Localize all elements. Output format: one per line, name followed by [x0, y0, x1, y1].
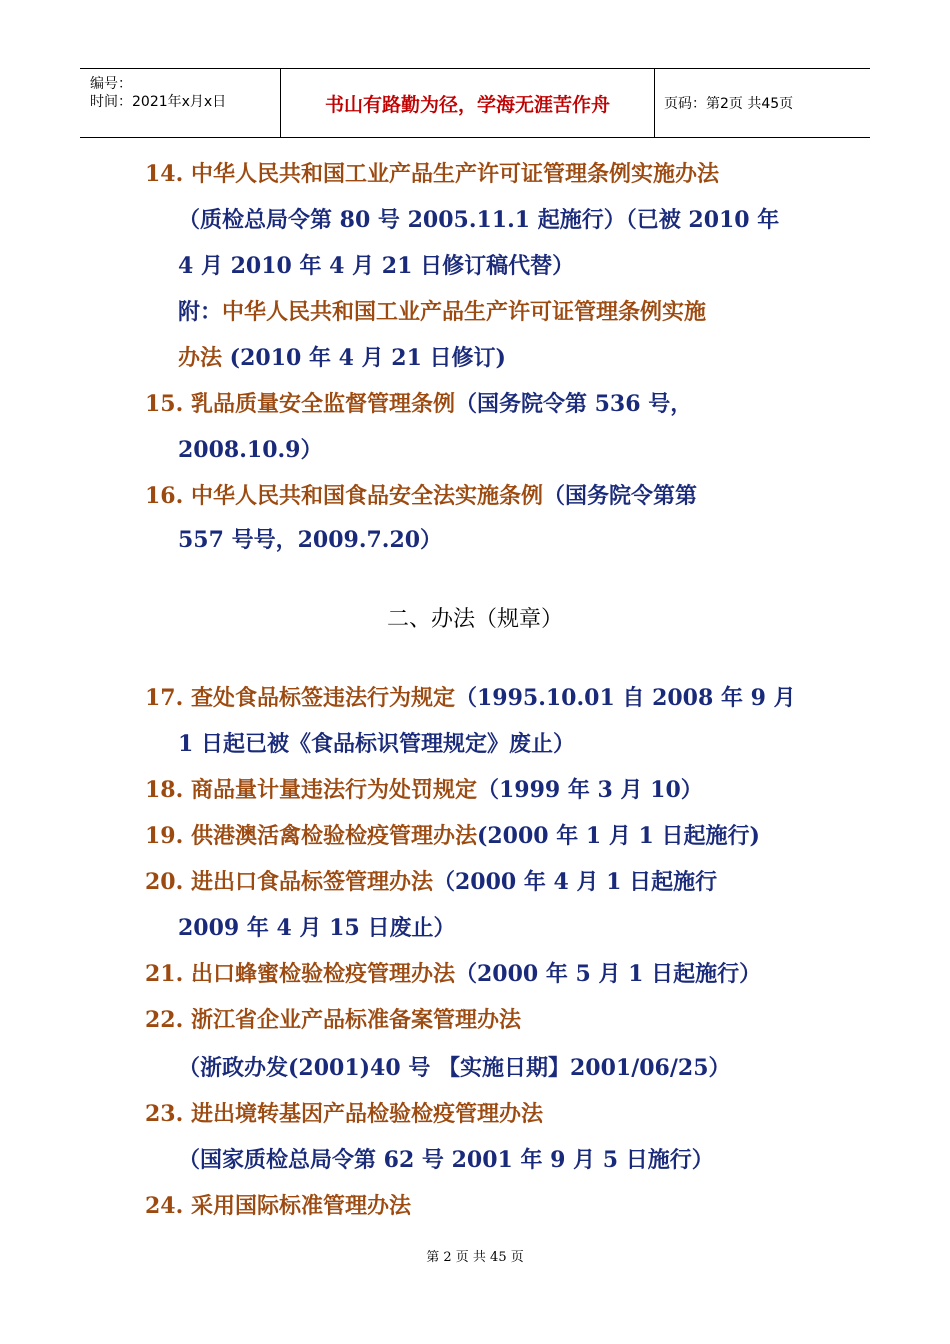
list-item-17: [145, 684, 796, 712]
item-number: 22.: [145, 1007, 184, 1033]
item-title: 采用国际标准管理办法: [190, 1193, 411, 1219]
header-meta-cell: [80, 69, 281, 137]
appendix-title-cont: 办法: [178, 345, 223, 371]
item-title: 进出境转基因产品检验检疫管理办法: [190, 1101, 543, 1127]
page-info: 页码：第2页 共45页: [664, 96, 794, 112]
item-detail: （1999 年 3 月 10）: [476, 777, 703, 803]
item-number: 17.: [145, 685, 184, 711]
item-detail: （2000 年 5 月 1 日起施行）: [454, 961, 762, 987]
item-number: 21.: [145, 961, 184, 987]
list-item-24: [145, 1192, 411, 1220]
list-item-22: [145, 1006, 521, 1034]
page-footer: 第 2 页 共 45 页: [426, 1250, 524, 1265]
appendix-line: [178, 298, 706, 326]
item-number: 20.: [145, 869, 184, 895]
header-page-cell: [655, 69, 870, 137]
item-detail: (2000 年 1 月 1 日起施行): [476, 823, 760, 849]
item-detail: （1995.10.01 自 2008 年 9 月: [454, 685, 796, 711]
appendix-prefix: 附：: [178, 299, 223, 325]
item-number: 16.: [145, 483, 184, 509]
item-title: 中华人民共和国食品安全法实施条例: [190, 483, 543, 509]
item-detail: 2009 年 4 月 15 日废止）: [178, 915, 456, 941]
list-item-16: [145, 482, 697, 510]
item-detail: （2000 年 4 月 1 日起施行: [432, 869, 718, 895]
item-detail: （国务院令第 536 号，: [454, 391, 693, 417]
time-label: 时间：2021年x月x日: [90, 94, 227, 110]
item-title: 供港澳活禽检验检疫管理办法: [190, 823, 477, 849]
item-number: 24.: [145, 1193, 184, 1219]
item-title: 浙江省企业产品标准备案管理办法: [190, 1007, 521, 1033]
header-motto-cell: [281, 69, 655, 137]
item-number: 19.: [145, 823, 184, 849]
item-title: 乳品质量安全监督管理条例: [190, 391, 455, 417]
item-title: 出口蜂蜜检验检疫管理办法: [190, 961, 455, 987]
list-item-18: [145, 776, 703, 804]
page-header: [80, 68, 870, 138]
item-number: 15.: [145, 391, 184, 417]
item-title: 进出口食品标签管理办法: [190, 869, 433, 895]
item-detail: 557 号号，2009.7.20）: [178, 527, 443, 553]
list-item-20: [145, 868, 717, 896]
list-item-15: [145, 390, 692, 418]
appendix-date: (2010 年 4 月 21 日修订): [222, 345, 506, 371]
item-detail: 2008.10.9）: [178, 437, 323, 463]
item-title: 查处食品标签违法行为规定: [190, 685, 455, 711]
item-detail: （国家质检总局令第 62 号 2001 年 9 月 5 日施行）: [178, 1147, 714, 1173]
item-title: 商品量计量违法行为处罚规定: [190, 777, 477, 803]
item-detail: （国务院令第第: [542, 483, 697, 509]
list-item-23: [145, 1100, 543, 1128]
motto: 书山有路勤为径，学海无涯苦作舟: [324, 93, 610, 116]
appendix-line-2: [178, 344, 506, 372]
section-heading: 二、办法（规章）: [386, 607, 563, 632]
list-item-19: [145, 822, 760, 850]
item-number: 23.: [145, 1101, 184, 1127]
list-item-21: [145, 960, 761, 988]
item-detail: （质检总局令第 80 号 2005.11.1 起施行）（已被 2010 年: [178, 207, 780, 233]
item-detail: 4 月 2010 年 4 月 21 日修订稿代替）: [178, 253, 575, 279]
item-number: 14.: [145, 161, 184, 187]
item-title: 中华人民共和国工业产品生产许可证管理条例实施办法: [190, 161, 719, 187]
item-detail: （浙政办发(2001)40 号 【实施日期】2001/06/25）: [178, 1055, 731, 1081]
item-number: 18.: [145, 777, 184, 803]
list-item-14: [145, 160, 719, 188]
number-label: 编号：: [90, 76, 132, 92]
item-detail: 1 日起已被《食品标识管理规定》废止）: [178, 731, 575, 757]
appendix-title: 中华人民共和国工业产品生产许可证管理条例实施: [222, 299, 707, 325]
